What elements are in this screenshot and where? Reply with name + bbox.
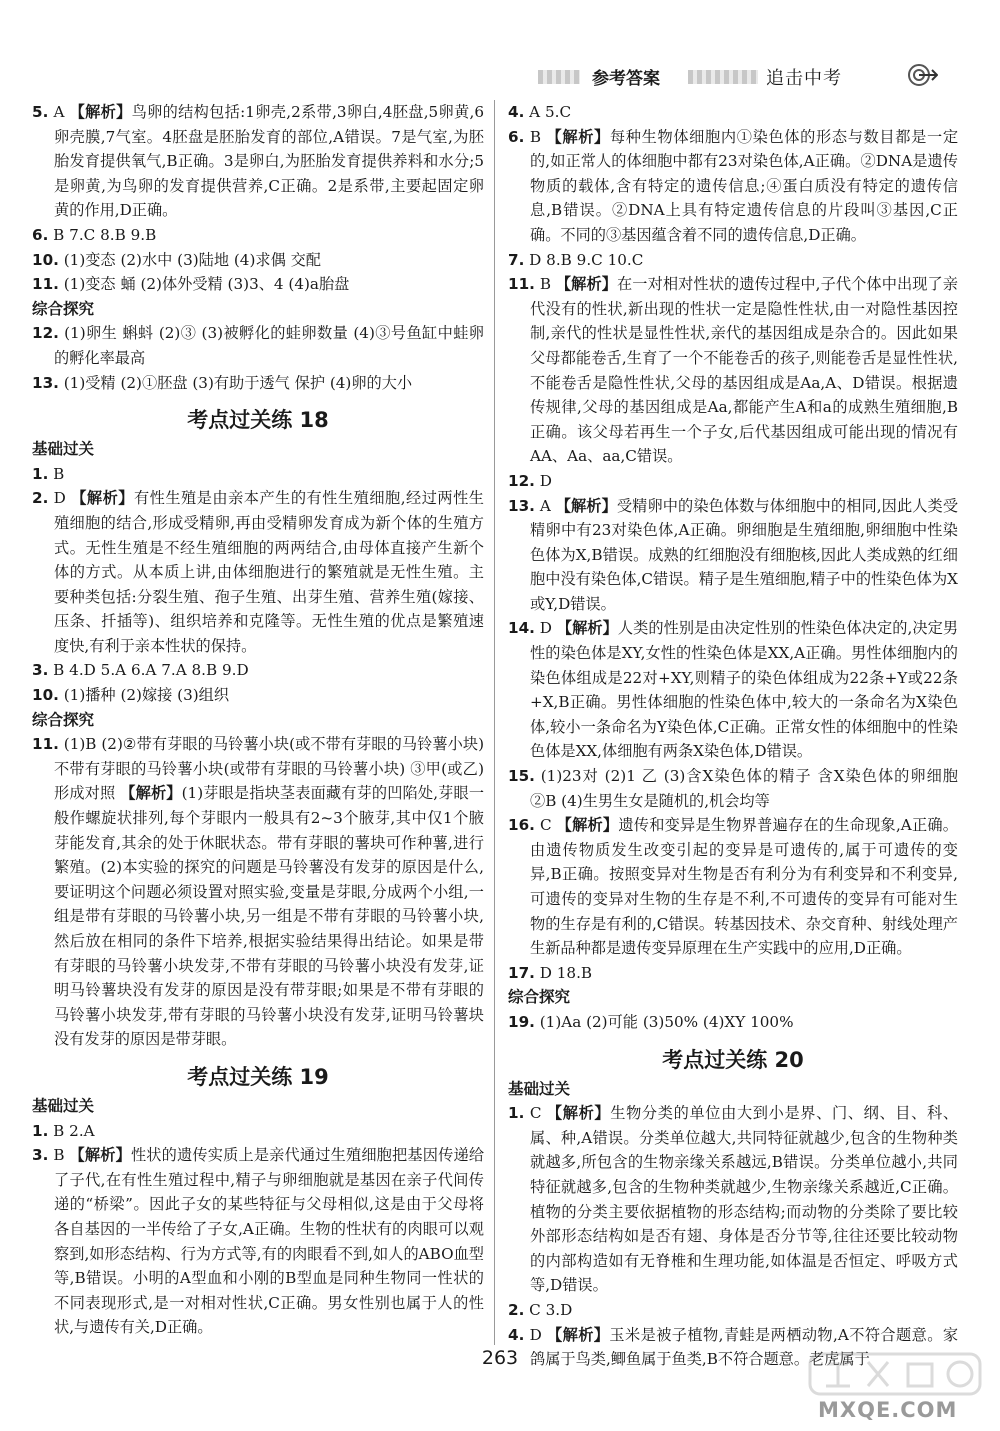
answer-number: 14. xyxy=(508,619,535,638)
answer-item xyxy=(32,100,484,223)
section-heading: 综合探究 xyxy=(508,988,571,1007)
answer-text: (1)受精 (2)①胚盘 (3)有助于透气 保护 (4)卵的大小 xyxy=(58,373,413,392)
answer-number: 11. xyxy=(32,275,59,294)
answer-text: D 【解析】有性生殖是由亲本产生的有性生殖细胞,经过两性生殖细胞的结合,形成受精卵,再由受精卵发育成为新个体的生殖方式。无性生殖是不经生殖细胞的两两结合,由母体直接产生新个体的方式。从本质上讲,由体细胞进行的繁殖就是无性生殖。主要种类包括:分裂生殖、孢子生殖、出芽生殖、营养生殖(嫁接、压条、扦插等)、组织培养和克隆等。无性生殖的优点是繁殖速度快,有利于亲本性状的保持。 xyxy=(48,489,484,655)
section-title: 考点过关练 18 xyxy=(187,408,329,433)
answer-number: 5. xyxy=(32,103,49,121)
answer-item xyxy=(32,658,484,683)
answer-text: (1)Aa (2)可能 (3)50% (4)XY 100% xyxy=(534,1012,794,1031)
answer-number: 10. xyxy=(32,250,59,269)
answer-number: 3. xyxy=(32,661,49,680)
answer-text: B xyxy=(48,464,65,483)
answer-number: 3. xyxy=(32,1146,49,1165)
answer-text: (1)B (2)②带有芽眼的马铃薯小块(或不带有芽眼的马铃薯小块) 不带有芽眼的马铃薯小块(或带有芽眼的马铃薯小块) ③甲(或乙) 形成对照 【解析】(1)芽眼是指块茎表面藏有芽的凹陷处,芽眼一般作螺旋状排列,每个芽眼内一般具有2~3个腋芽,其中仅1个腋芽能发育,其余的处于休眠状态。带有芽眼的薯块可作种薯,进行繁殖。(2)本实验的探究的问题是马铃薯没有发芽的原因是什么,要证明这个问题必须设置对照实验,变量是芽眼,分成两个小组,一组是带有芽眼的马铃薯小块,另一组是不带有芽眼的马铃薯小块,然后放在相同的条件下培养,根据实验结果得出结论。如果是带有芽眼的马铃薯小块发芽,不带有芽眼的马铃薯小块没有发芽,证明马铃薯块没有发芽的原因是没有带芽眼;如果是不带有芽眼的马铃薯小块发芽,带有芽眼的马铃薯小块没有发芽,证明马铃薯块没有发芽的原因是带芽眼。 xyxy=(54,735,485,1049)
answer-text: B 7.C 8.B 9.B xyxy=(48,225,157,244)
answer-text: (1)变态 蛹 (2)体外受精 (3)3、4 (4)a胎盘 xyxy=(58,275,350,294)
page-header xyxy=(530,62,930,92)
answer-number: 1. xyxy=(32,464,49,483)
answer-text: D 18.B xyxy=(534,963,593,982)
answer-item xyxy=(508,1101,958,1298)
answer-item xyxy=(508,469,958,494)
answer-item xyxy=(508,100,958,125)
answer-number: 13. xyxy=(32,373,59,392)
header-decoration-left xyxy=(538,70,580,84)
section-heading: 综合探究 xyxy=(32,299,95,318)
answer-text: D 【解析】玉米是被子植物,青蛙是两栖动物,A不符合题意。家鸽属于鸟类,鲫鱼属于鱼类,B不符合题意。老虎属于 xyxy=(524,1325,959,1369)
answer-item xyxy=(32,248,484,273)
answer-text: (1)卵生 蝌蚪 (2)③ (3)被孵化的蛙卵数量 (4)③号鱼缸中蛙卵的孵化率最高 xyxy=(54,324,484,367)
answer-text: B 2.A xyxy=(48,1121,95,1140)
answer-text: A 5.C xyxy=(524,103,572,121)
answer-number: 6. xyxy=(508,127,525,146)
section-heading: 基础过关 xyxy=(32,440,95,459)
answer-text: B 【解析】在一对相对性状的遗传过程中,子代个体中出现了亲代没有的性状,新出现的性状一定是隐性性状,由一对隐性基因控制,亲代的性状是显性性状,亲代的基因组成是杂合的。因此如果父母都能卷舌,生育了一个不能卷舌的孩子,则能卷舌是显性性状,不能卷舌是隐性性状,父母的基因组成是Aa,A、D错误。根据遗传规律,父母的基因组成是Aa,都能产生A和a的成熟生殖细胞,B正确。该父母若再生一个子女,后代基因组成可能出现的情况有AA、Aa、aa,C错误。 xyxy=(530,275,958,466)
answer-number: 12. xyxy=(508,471,535,490)
answer-number: 12. xyxy=(32,324,59,343)
section-heading: 基础过关 xyxy=(508,1079,571,1098)
answer-item xyxy=(32,321,484,370)
answer-text: (1)播种 (2)嫁接 (3)组织 xyxy=(58,686,230,705)
answer-item xyxy=(32,486,484,658)
answer-number: 2. xyxy=(32,489,49,508)
answer-text: B 【解析】性状的遗传实质上是亲代通过生殖细胞把基因传递给了子代,在有性生殖过程中,精子与卵细胞就是基因在亲子代间传递的“桥梁”。因此子女的某些特征与父母相似,这是由于父母将各自基因的一半传给了子女,A正确。生物的性状有的肉眼可以观察到,如形态结构、行为方式等,有的肉眼看不到,如人的ABO血型等,B错误。小明的A型血和小刚的B型血是同种生物同一性状的不同表现形式,是一对相对性状,C正确。男女性别也属于人的性状,与遗传有关,D正确。 xyxy=(48,1146,485,1337)
answer-number: 7. xyxy=(508,250,525,269)
answer-item xyxy=(32,371,484,396)
answer-number: 16. xyxy=(508,816,535,835)
answer-item xyxy=(32,1119,484,1144)
answer-item xyxy=(508,616,958,764)
answer-item xyxy=(508,272,958,469)
answer-item xyxy=(508,1010,958,1035)
watermark-url: MXQE.COM xyxy=(818,1398,958,1422)
answer-number: 4. xyxy=(508,1325,525,1344)
answer-number: 11. xyxy=(32,735,59,754)
answer-item xyxy=(508,494,958,617)
page-number: 263 xyxy=(481,1347,519,1369)
section-heading: 综合探究 xyxy=(32,710,95,729)
answer-item xyxy=(32,272,484,297)
answer-text: D 8.B 9.C 10.C xyxy=(524,250,644,269)
answer-item xyxy=(32,683,484,708)
answer-item xyxy=(508,961,958,986)
answer-number: 17. xyxy=(508,963,535,982)
answer-text: C 【解析】遗传和变异是生物界普遍存在的生命现象,A正确。由遗传物质发生改变引起的变异是可遗传的,属于可遗传的变异,B正确。按照变异对生物是否有利分为有利变异和不利变异,可遗传的变异对生物的生存是不利,不可遗传的变异有可能对生物的生存是有利的,C错误。转基因技术、杂交育种、射线处理产生新品种都是遗传变异原理在生产实践中的应用,D正确。 xyxy=(530,816,958,958)
column-divider xyxy=(494,100,495,1345)
answer-text: C 【解析】生物分类的单位由大到小是界、门、纲、目、科、属、种,A错误。分类单位越大,共同特征就越少,包含的生物种类就越多,所包含的生物亲缘关系越远,B错误。分类单位越小,共同特征就越多,包含的生物种类就越少,生物亲缘关系越近,C正确。植物的分类主要依据植物的形态结构;而动物的分类除了要比较外部形态结构如是否有翅、身体是否分节等,往往还要比较动物的内部构造如有无脊椎和生理功能,如体温是否恒定、呼吸方式等,D错误。 xyxy=(524,1104,959,1295)
right-column xyxy=(508,100,958,1372)
answer-text: D 【解析】人类的性别是由决定性别的性染色体决定的,决定男性的染色体是XY,女性的性染色体是XX,A正确。男性体细胞内的染色体组成是22对+XY,则精子的染色体组成为22条+Y或22条+X,B正确。男性体细胞的性染色体中,较大的一条命名为X染色体,较小一条命名为Y染色体,C正确。正常女性的体细胞中的性染色体是XX,体细胞有两条X染色体,D错误。 xyxy=(530,619,959,761)
answer-number: 2. xyxy=(508,1300,525,1319)
answer-text: C 3.D xyxy=(524,1300,573,1319)
answer-item xyxy=(32,462,484,487)
answer-number: 13. xyxy=(508,496,535,515)
answer-text: D xyxy=(534,471,552,490)
left-column xyxy=(32,100,484,1340)
answer-number: 6. xyxy=(32,225,49,244)
answer-text: B 【解析】每种生物体细胞内①染色体的形态与数目都是一定的,如正常人的体细胞中都有23对染色体,A正确。②DNA是遗传物质的载体,含有特定的遗传信息;④蛋白质没有特定的遗传信息,B错误。②DNA上具有特定遗传信息的片段叫③基因,C正确。不同的③基因蕴含着不同的遗传信息,D正确。 xyxy=(524,127,959,244)
section-title: 考点过关练 19 xyxy=(187,1064,329,1089)
answer-number: 1. xyxy=(32,1121,49,1140)
answer-item xyxy=(508,125,958,248)
header-title: 追击中考 xyxy=(766,68,842,89)
arrow-target-icon xyxy=(908,62,938,88)
answer-number: 15. xyxy=(508,767,535,786)
answer-text: A 【解析】受精卵中的染色体数与体细胞中的相同,因此人类受精卵中有23对染色体,A正确。卵细胞是生殖细胞,卵细胞中性染色体为X,B错误。成熟的红细胞没有细胞核,因此人类成熟的红细胞中没有染色体,C错误。精子是生殖细胞,精子中的性染色体为X或Y,D错误。 xyxy=(530,496,959,613)
answer-item xyxy=(508,248,958,273)
answer-item xyxy=(32,223,484,248)
answer-number: 4. xyxy=(508,103,525,121)
section-title: 考点过关练 20 xyxy=(662,1047,804,1072)
answer-number: 19. xyxy=(508,1012,535,1031)
answer-item xyxy=(32,1143,484,1340)
answer-item xyxy=(508,813,958,961)
header-label: 参考答案 xyxy=(592,69,660,89)
answer-number: 10. xyxy=(32,686,59,705)
answer-text: A 【解析】鸟卵的结构包括:1卵壳,2系带,3卵白,4胚盘,5卵黄,6卵壳膜,7气室。4胚盘是胚胎发育的部位,A错误。7是气室,为胚胎发育提供氧气,B正确。3是卵白,为胚胎发育提供养料和水分;5是卵黄,为鸟卵的发育提供营养,C正确。2是系带,主要起固定卵黄的作用,D正确。 xyxy=(48,103,485,220)
answer-item xyxy=(32,732,484,1052)
watermark-logo xyxy=(808,1350,983,1398)
header-decoration-middle xyxy=(688,70,758,84)
answer-item xyxy=(508,764,958,813)
answer-item xyxy=(508,1298,958,1323)
answer-number: 11. xyxy=(508,275,535,294)
answer-text: (1)23对 (2)1 乙 (3)含X染色体的精子 含X染色体的卵细胞 ②B (4)生男生女是随机的,机会均等 xyxy=(530,767,958,810)
answer-number: 1. xyxy=(508,1104,525,1123)
answer-text: (1)变态 (2)水中 (3)陆地 (4)求偶 交配 xyxy=(58,250,321,269)
section-heading: 基础过关 xyxy=(32,1096,95,1115)
answer-text: B 4.D 5.A 6.A 7.A 8.B 9.D xyxy=(48,661,249,680)
